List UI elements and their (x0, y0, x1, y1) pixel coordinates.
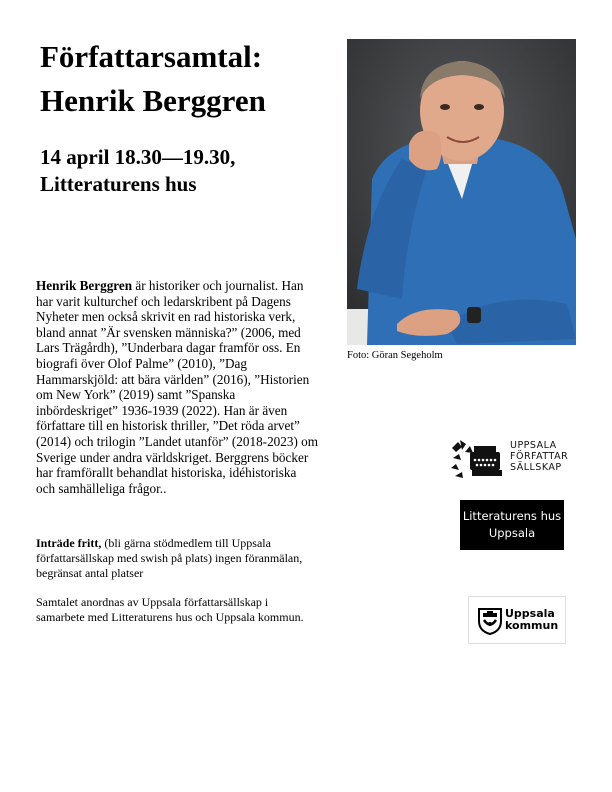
bio-text: är historiker och journalist. Han har varit kulturchef och ledarskribent på Dagens Nyheter men också skrivit en rad historiska verk, bland annat ”Är svensken människa?” (2006, med Lars Trägårdh), ”Underbara dagar framför oss. En biografi över Olof Palme” (2010), ”Dag Hammarskjöld: att bära världen” (2016), ”Historien om New York” (2019) samt ”Spanska inbördeskriget” 1936-1939 (2022). Han är även författare till en historisk thriller, ”Det röda arvet” (2014) och trilogin ”Landet utanför” (2018-2023) om Sverige under andra världskriget. Berggrens böcker har framförallt behandlat historiska, idéhistoriska och samhälleliga frågor.. (36, 278, 318, 496)
uf-line-1: UPPSALA (510, 440, 557, 451)
litteraturens-hus-logo (460, 500, 564, 550)
event-title-line-2: Henrik Berggren (40, 83, 266, 118)
uf-line-2: FÖRFATTAR (510, 451, 569, 462)
collaboration-paragraph: Samtalet anordnas av Uppsala författarsällskap i samarbete med Litteraturens hus och Uppsala kommun. (36, 595, 304, 624)
photo-credit: Foto: Göran Segeholm (347, 350, 443, 361)
event-title-line-1: Författarsamtal: (40, 39, 263, 74)
event-date: 14 april 18.30—19.30, (40, 145, 236, 169)
bio-name: Henrik Berggren (36, 278, 133, 293)
event-title (40, 35, 340, 123)
author-portrait-illustration (347, 39, 576, 345)
event-location: Litteraturens hus (40, 172, 197, 196)
admission-paragraph (36, 536, 306, 581)
uk-line-2: kommun (505, 619, 559, 632)
uf-line-3: SÄLLSKAP (510, 462, 562, 473)
uk-line-1: Uppsala (505, 607, 555, 620)
event-date-location (40, 144, 340, 198)
admission-text: (bli gärna stödmedlem till Uppsala författarsällskap med swish på plats) ingen föranmälan, begränsat antal platser (36, 536, 303, 580)
lh-line-2: Uppsala (488, 526, 536, 540)
uppsala-kommun-wordmark (505, 608, 558, 632)
bio-paragraph (36, 278, 318, 496)
author-photo (347, 39, 576, 345)
uppsala-forfattarsallskap-logo (450, 438, 580, 486)
admission-bold: Inträde fritt, (36, 536, 102, 550)
typewriter-icon (450, 438, 508, 482)
uppsala-forfattarsallskap-wordmark (510, 440, 568, 473)
uppsala-kommun-logo (468, 596, 566, 644)
uppsala-crest-icon (475, 605, 505, 635)
lh-line-1: Litteraturens hus (462, 509, 562, 523)
